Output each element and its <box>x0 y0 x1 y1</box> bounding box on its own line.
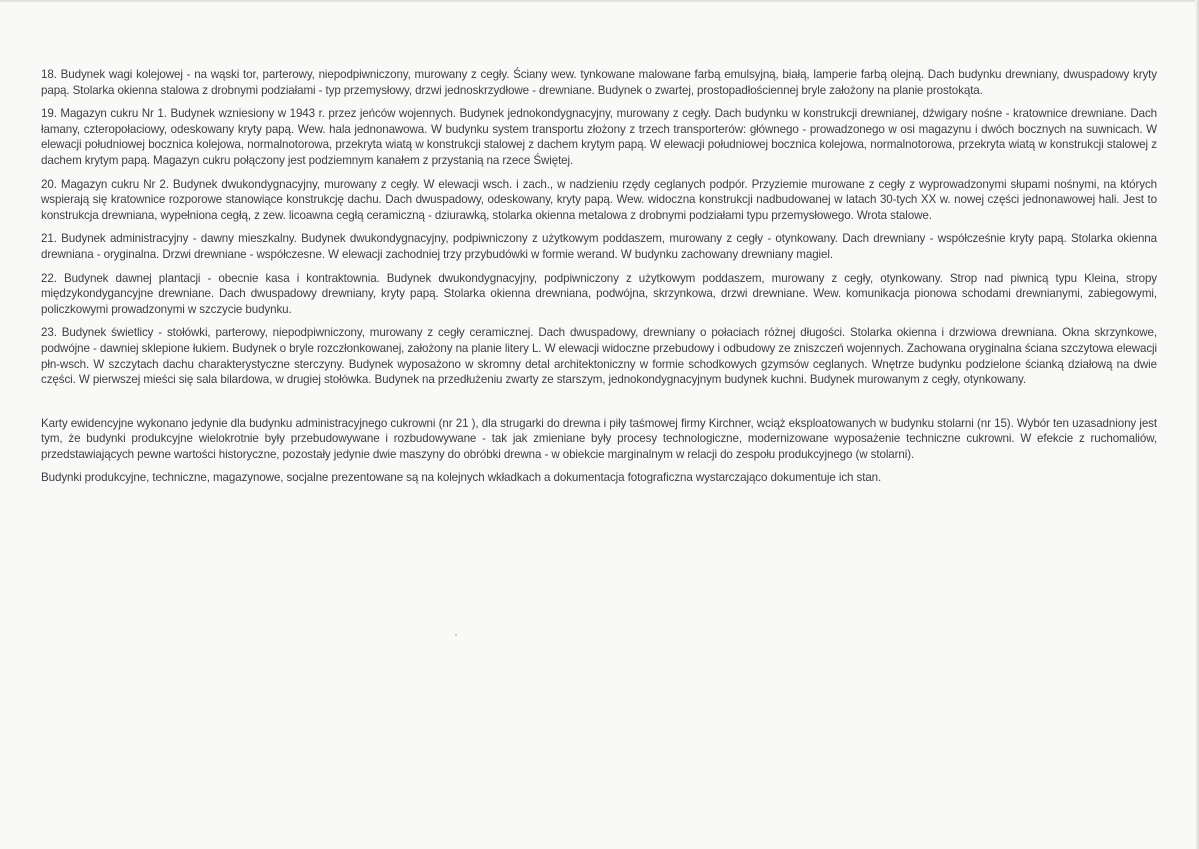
page-right-edge <box>1195 0 1199 849</box>
scan-speck <box>455 634 457 636</box>
document-body <box>41 67 1157 494</box>
entry-18: 18. Budynek wagi kolejowej - na wąski tor, parterowy, niepodpiwniczony, murowany z cegły. Ściany wew. tynkowane malowane farbą emulsyjną, białą, lamperie farbą olejną. Dach budynku drewniany, dwuspadowy kryty papą. Stolarka okienna stalowa z drobnymi podziałami - typ przemysłowy, drzwi jednoskrzydłowe - drewniane. Budynek o zwartej, prostopadłościennej bryle założony na planie prostokąta. <box>41 68 1157 97</box>
page-top-edge <box>0 0 1199 3</box>
summary-paragraph-1: Karty ewidencyjne wykonano jedynie dla budynku administracyjnego cukrowni (nr 21 ), dla strugarki do drewna i piły taśmowej firmy Kirchner, wciąż eksploatowanych w budynku stolarni (nr 15). Wybór ten uzasadniony jest tym, że budynki produkcyjne wielokrotnie były przebudowywane i rozbudowywane - tak jak zmieniane były procesy technologiczne, modernizowane wyposażenie techniczne cukrowni. W efekcie z ruchomaliów, przedstawiających pewne wartości historyczne, pozostały jedynie dwie maszyny do obróbki drewna - w obiekcie marginalnym w relacji do zespołu produkcyjnego (w stolarni). <box>41 416 1157 461</box>
entry-19: 19. Magazyn cukru Nr 1. Budynek wzniesiony w 1943 r. przez jeńców wojennych. Budynek jednokondygnacyjny, murowany z cegły. Dach budynku w konstrukcji drewnianej, dźwigary nośne - kratownice drewniane. Dach łamany, czteropołaciowy, odeskowany kryty papą. Wew. hala jednonawowa. W budynku system transportu złożony z trzech transporterów: głównego - prowadzonego w osi magazynu i dwóch bocznych na suwnicach. W elewacji południowej bocznica kolejowa, normalnotorowa, przekryta wiatą w konstrukcji stalowej z dachem krytym papą. W elewacji południowej bocznica kolejowa, normalnotorowa, przekryta wiatą w konstrukcji stalowej z dachem krytym papą. Magazyn cukru połączony jest podziemnym kanałem z przystanią na rzece Świętej. <box>41 107 1157 167</box>
summary-paragraph-2: Budynki produkcyjne, techniczne, magazynowe, socjalne prezentowane są na kolejnych wkładkach a dokumentacja fotograficzna wystarczająco dokumentuje ich stan. <box>41 471 882 485</box>
entry-23: 23. Budynek świetlicy - stołówki, parterowy, niepodpiwniczony, murowany z cegły ceramicznej. Dach dwuspadowy, drewniany o połaciach różnej długości. Stolarka okienna i drzwiowa drewniana. Okna skrzynkowe, podwójne - dawniej sklepione łukiem. Budynek o bryle rozczłonkowanej, założony na planie litery L. W elewacji widoczne przebudowy i odbudowy ze zniszczeń wojennych. Zachowana oryginalna ściana szczytowa elewacji płn-wsch. W szczytach dachu charakterystyczne sterczyny. Budynek wyposażono w skromny detal architektoniczny w formie schodkowych gzymsów ceglanych. Wnętrze budynku podzielone ścianką działową na dwie części. W pierwszej mieści się sala bilardowa, w drugiej stołówka. Budynek na przedłużeniu zwarty ze starszym, jednokondygnacyjnym budynek kuchni. Budynek murowanym z cegły, otynkowany. <box>41 326 1157 387</box>
entry-20: 20. Magazyn cukru Nr 2. Budynek dwukondygnacyjny, murowany z cegły. W elewacji wsch. i zach., w nadzieniu rzędy ceglanych podpór. Przyziemie murowane z cegły z wyprowadzonymi słupami nośnymi, na których wspierają się kratownice rozporowe stanowiące konstrukcję dachu. Dach dwuspadowy, odeskowany, kryty papą. Wew. widoczna konstrukcji nadbudowanej w latach 30-tych XX w. nowej części jednonawowej hali. Jest to konstrukcja drewniana, wypełniona cegłą, z zew. licoawna cegłą ceramiczną - dziurawką, stolarka okienna metalowa z drobnymi podziałami typu przemysłowego. Wrota stalowe. <box>41 177 1157 222</box>
entry-21: 21. Budynek administracyjny - dawny mieszkalny. Budynek dwukondygnacyjny, podpiwniczony z użytkowym poddaszem, murowany z cegły - otynkowany. Dach drewniany - współcześnie kryty papą. Stolarka okienna drewniana - oryginalna. Drzwi drewniane - współczesne. W elewacji zachodniej trzy przybudówki w formie werand. W budynku zachowany drewniany magiel. <box>41 232 1157 261</box>
entry-22: 22. Budynek dawnej plantacji - obecnie kasa i kontraktownia. Budynek dwukondygnacyjny, podpiwniczony z użytkowym poddaszem, murowany z cegły, otynkowany. Strop nad piwnicą typu Kleina, stropy międzykondygancyjne drewniane. Dach dwuspadowy drewniany, kryty papą. Stolarka okienna drewniana, podwójna, skrzynkowa, drzwi drewniane. Wew. komunikacja pionowa schodami drewnianymi, zabiegowymi, policzkowymi prowadzonymi w szczycie budynku. <box>41 271 1157 316</box>
